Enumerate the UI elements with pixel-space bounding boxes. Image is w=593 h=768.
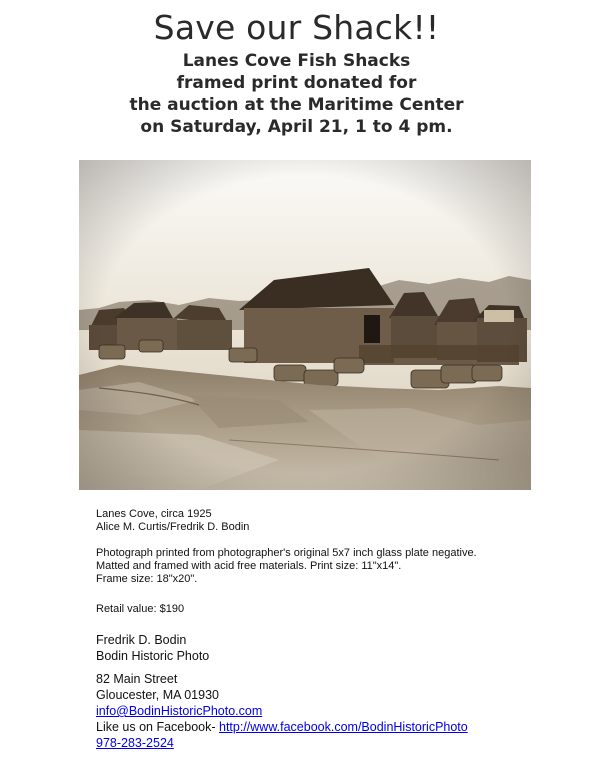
email-link[interactable]: info@BodinHistoricPhoto.com [96, 704, 263, 718]
facebook-link[interactable]: http://www.facebook.com/BodinHistoricPhoto [219, 720, 468, 734]
details-line: Matted and framed with acid free materials. Print size: 11"x14". [96, 560, 402, 572]
caption-credit: Alice M. Curtis/Fredrik D. Bodin [96, 521, 250, 533]
subtitle [0, 50, 593, 138]
contact-block-address [96, 671, 468, 751]
fish-shacks-photo [79, 160, 531, 490]
subtitle-line: the auction at the Maritime Center [129, 95, 464, 115]
caption-title: Lanes Cove, circa 1925 [96, 508, 212, 520]
caption-heading [96, 508, 249, 534]
contact-name: Fredrik D. Bodin [96, 633, 187, 647]
details-line: Photograph printed from photographer's original 5x7 inch glass plate negative. [96, 547, 477, 559]
facebook-prefix: Like us on Facebook- [96, 720, 219, 734]
city-address: Gloucester, MA 01930 [96, 688, 219, 702]
subtitle-line: on Saturday, April 21, 1 to 4 pm. [140, 117, 453, 137]
contact-block-name [96, 632, 209, 664]
retail-value: Retail value: $190 [96, 603, 185, 615]
subtitle-line: Lanes Cove Fish Shacks [182, 51, 411, 71]
street-address: 82 Main Street [96, 672, 178, 686]
caption-details [96, 547, 477, 586]
page-title: Save our Shack!! [153, 8, 440, 47]
phone-link[interactable]: 978-283-2524 [96, 736, 174, 750]
subtitle-line: framed print donated for [176, 73, 417, 93]
details-line: Frame size: 18"x20". [96, 573, 198, 585]
business-name: Bodin Historic Photo [96, 649, 210, 663]
